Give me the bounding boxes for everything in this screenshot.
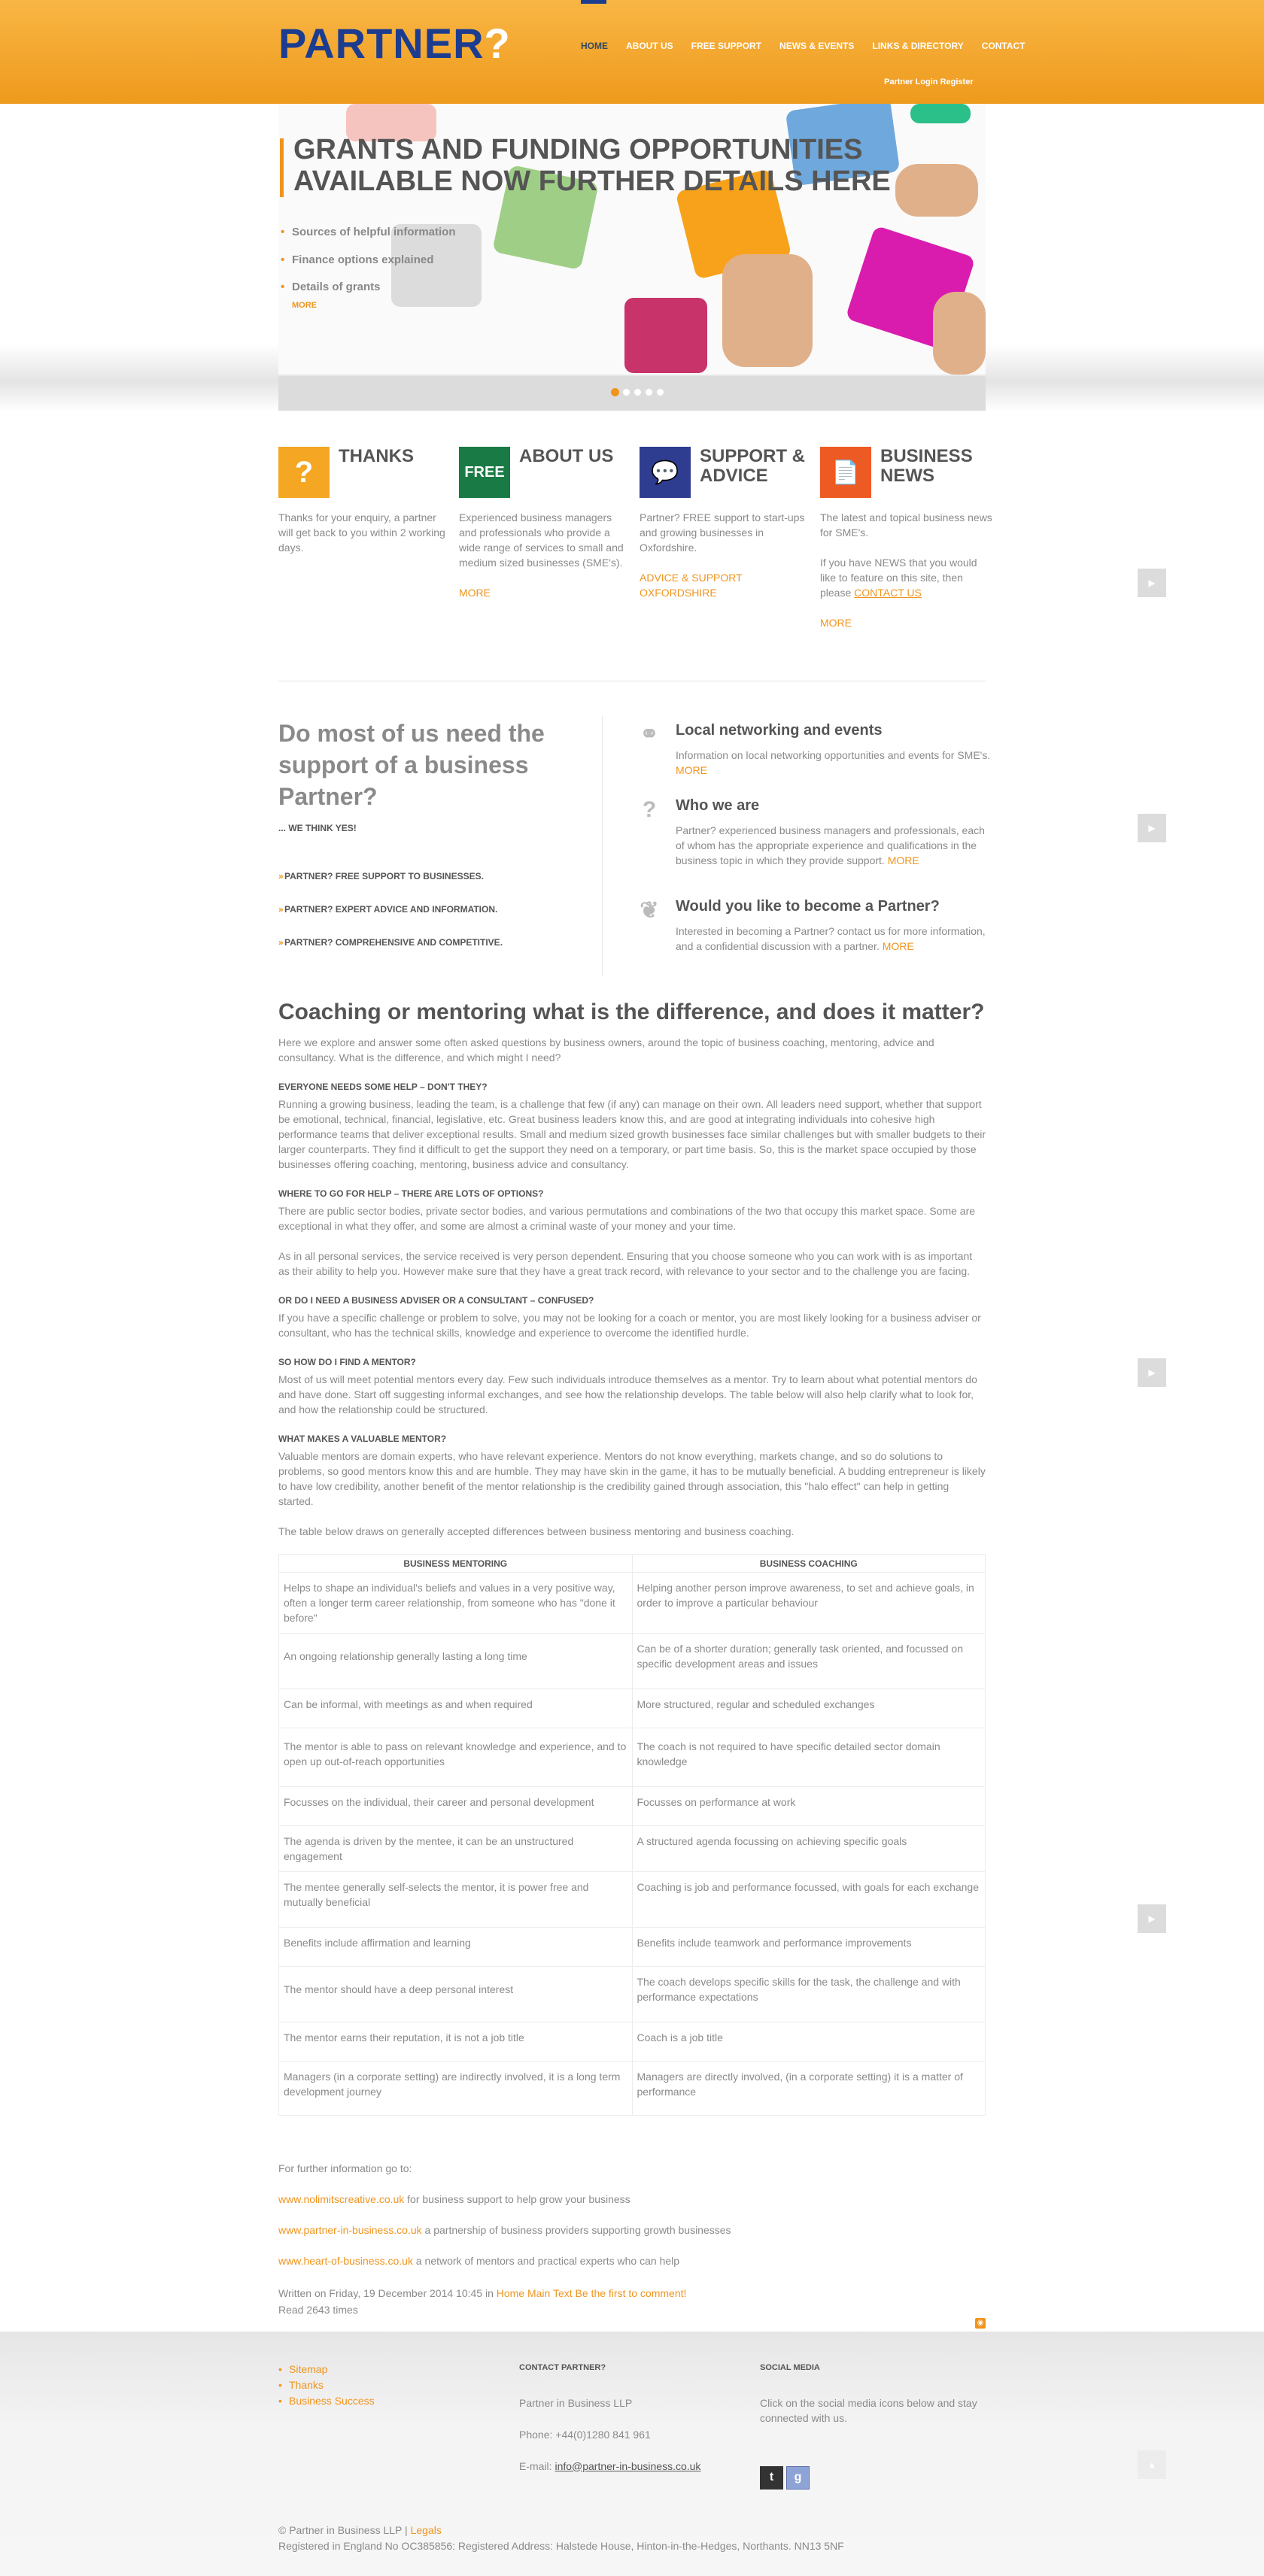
table-row [279, 1689, 986, 1728]
site-logo[interactable]: PARTNER? [278, 20, 511, 67]
nav-active-indicator [581, 0, 606, 4]
table-cell: The mentor is able to pass on relevant knowledge and experience, and to open up out-of-reach opportunities [279, 1728, 633, 1787]
table-row [279, 1967, 986, 2022]
info-more-link[interactable]: MORE [676, 764, 707, 776]
slide-title[interactable]: GRANTS AND FUNDING OPPORTUNITIES AVAILABLE NOW FURTHER DETAILS HERE [293, 134, 891, 197]
article-section-heading: SO HOW DO I FIND A MENTOR? [278, 1357, 416, 1367]
table-cell: Helps to shape an individual's beliefs and values in a very positive way, often a longer term career relationship, from someone who has "done it before" [279, 1573, 633, 1634]
table-cell: Benefits include teamwork and performance improvements [632, 1928, 986, 1967]
footer-link-thanks[interactable]: • Thanks [278, 2377, 375, 2393]
table-cell: Focusses on the individual, their career and personal development [279, 1787, 633, 1826]
article-paragraph: Valuable mentors are domain experts, who have relevant experience. Mentors do not know everything, markets change, and so do solutions to problems, so good mentors know this and are humble. They may have skin in the game, it has to be mutually beneficial. A budding entrepreneur is likely to have low credibility, another benefit of the mentor relationship is the credibility gained through association, this "halo effect" can help in getting started. [278, 1450, 986, 1507]
table-cell: The agenda is driven by the mentee, it can be an unstructured engagement [279, 1826, 633, 1872]
nav-contact[interactable]: CONTACT [981, 41, 1025, 51]
table-row [279, 2022, 986, 2062]
article-section-heading: OR DO I NEED A BUSINESS ADVISER OR A CONSULTANT – CONFUSED? [278, 1295, 594, 1306]
table-cell: The mentor should have a deep personal interest [279, 1967, 633, 2022]
partner-point: » PARTNER? FREE SUPPORT TO BUSINESSES. [278, 869, 503, 883]
leaf-icon: ❦ [640, 898, 659, 923]
article-meta: Written on Friday, 19 December 2014 10:45 in Home Main Text Be the first to comment! Read 2643 times [278, 2285, 686, 2318]
article-section-heading: EVERYONE NEEDS SOME HELP – DON'T THEY? [278, 1082, 488, 1092]
table-row [279, 1872, 986, 1928]
slide-bullet: • Details of grants [281, 279, 456, 296]
nav-free-support[interactable]: FREE SUPPORT [691, 41, 762, 51]
article-intro: Here we explore and answer some often asked questions by business owners, around the topic of business coaching, mentoring, advice and consultancy. What is the difference, and which might I need? [278, 1036, 934, 1063]
link-icon: ⚭ [640, 722, 659, 747]
table-cell: Can be informal, with meetings as and when required [279, 1689, 633, 1728]
footer-email-link[interactable]: info@partner-in-business.co.uk [555, 2459, 701, 2472]
support-question-heading: Do most of us need the support of a business Partner? [278, 720, 545, 810]
table-cell: The mentee generally self-selects the mentor, it is power free and mutually beneficial [279, 1872, 633, 1928]
article-paragraph: Most of us will meet potential mentors every day. Few such individuals introduce themselves as a mentor. Try to learn about what potential mentors do and have done. Start off suggesting informal exchanges, and see how the relationship develops. The table below will also help clarify what to look for, and how the relationship could be structured. [278, 1373, 977, 1415]
table-header: BUSINESS COACHING [632, 1555, 986, 1573]
table-cell: A structured agenda focussing on achieving specific goals [632, 1826, 986, 1872]
rss-icon[interactable]: ◉ [975, 2318, 986, 2329]
table-cell: Helping another person improve awareness, to set and achieve goals, in order to improve a particular behaviour [632, 1573, 986, 1634]
google-plus-icon[interactable]: g [786, 2466, 810, 2490]
comment-link[interactable]: Be the first to comment! [575, 2287, 687, 2299]
footer-link-business-success[interactable]: • Business Success [278, 2393, 375, 2409]
feature-text: Experienced business managers and professionals who provide a wide range of services to small and medium sized businesses (SME's). [459, 511, 624, 569]
slider-dot-1[interactable] [611, 388, 619, 396]
info-title[interactable]: Who we are [676, 797, 760, 814]
table-cell: Managers are directly involved, (in a corporate setting) it is a matter of performance [632, 2062, 986, 2116]
info-text: Information on local networking opportunities and events for SME's. [676, 749, 991, 761]
article-title: Coaching or mentoring what is the difference, and does it matter? [278, 1000, 985, 1024]
footer-social-text: Click on the social media icons below and stay connected with us. [760, 2396, 977, 2424]
info-more-link[interactable]: MORE [882, 940, 914, 952]
external-link[interactable]: www.nolimitscreative.co.uk [278, 2193, 405, 2205]
slider-dot-2[interactable] [622, 388, 630, 396]
nav-about-us[interactable]: ABOUT US [626, 41, 673, 51]
table-cell: Coach is a job title [632, 2022, 986, 2062]
puzzle-piece-teal [910, 104, 971, 123]
document-icon: 📄 [820, 447, 871, 498]
registered-address: Registered in England No OC385856: Registered Address: Halstede House, Hinton-in-the-Hedges, Northants. NN13 5NF [278, 2540, 844, 2552]
slide-bullet: • Sources of helpful information [281, 224, 456, 241]
table-cell: Benefits include affirmation and learning [279, 1928, 633, 1967]
info-title[interactable]: Would you like to become a Partner? [676, 898, 940, 915]
feature-text: The latest and topical business news for SME's. [820, 511, 992, 539]
main-nav [581, 39, 1025, 53]
footer-links [278, 2362, 375, 2409]
puzzle-piece-crimson [624, 298, 707, 373]
nav-news-events[interactable]: NEWS & EVENTS [779, 41, 855, 51]
partner-point: » PARTNER? EXPERT ADVICE AND INFORMATION. [278, 903, 503, 916]
table-row [279, 1728, 986, 1787]
slider-dot-5[interactable] [656, 388, 664, 396]
feature-title: SUPPORT & ADVICE [700, 446, 806, 486]
table-cell: Can be of a shorter duration; generally task oriented, and focussed on specific development areas and issues [632, 1634, 986, 1689]
info-more-link[interactable]: MORE [887, 854, 919, 866]
footer-company: Partner in Business LLP [519, 2396, 633, 2409]
table-row [279, 2062, 986, 2116]
category-link[interactable]: Home Main Text [496, 2287, 573, 2299]
table-row [279, 1573, 986, 1634]
footer-heading: SOCIAL MEDIA [760, 2363, 820, 2372]
slide-more-link[interactable]: MORE [292, 301, 317, 310]
info-text: Interested in becoming a Partner? contact us for more information, and a confidential discussion with a partner. [676, 925, 986, 952]
feature-more-link[interactable]: MORE [459, 587, 491, 599]
info-text: Partner? experienced business managers and professionals, each of whom has the appropriate experience and qualifications in the business topic in which they provide support. [676, 824, 985, 866]
table-row [279, 1787, 986, 1826]
mentoring-coaching-table [278, 1554, 986, 2116]
nav-home[interactable]: HOME [581, 41, 608, 51]
feature-text: Partner? FREE support to start-ups and growing businesses in Oxfordshire. [640, 511, 805, 554]
free-badge-icon: FREE [459, 447, 510, 498]
read-count: Read 2643 times [278, 2304, 358, 2316]
advice-support-link[interactable]: ADVICE & SUPPORT OXFORDSHIRE [640, 572, 743, 599]
table-cell: The coach is not required to have specific detailed sector domain knowledge [632, 1728, 986, 1787]
table-header: BUSINESS MENTORING [279, 1555, 633, 1573]
next-arrow-icon[interactable]: ▶ [1138, 569, 1166, 597]
table-cell: The coach develops specific skills for the task, the challenge and with performance expectations [632, 1967, 986, 2022]
slider-dot-3[interactable] [634, 388, 642, 396]
article-paragraph: The table below draws on generally accepted differences between business mentoring and business coaching. [278, 1525, 795, 1537]
further-intro: For further information go to: [278, 2162, 412, 2174]
feature-text: Thanks for your enquiry, a partner will get back to you within 2 working days. [278, 511, 445, 554]
slide-bullet: • Finance options explained [281, 252, 456, 269]
hand-image [933, 292, 986, 375]
slide-title-accent [280, 138, 284, 197]
slider-pagination [611, 388, 664, 396]
twitter-icon[interactable]: t [760, 2466, 783, 2490]
feature-title: BUSINESS NEWS [880, 446, 973, 486]
partner-point: » PARTNER? COMPREHENSIVE AND COMPETITIVE. [278, 936, 503, 949]
external-link[interactable]: www.partner-in-business.co.uk [278, 2224, 422, 2236]
scroll-top-icon[interactable]: ▲ [1138, 2450, 1166, 2479]
contact-us-link[interactable]: CONTACT US [854, 587, 922, 599]
article-paragraph: If you have a specific challenge or problem to solve, you may not be looking for a coach or mentor, you are most likely looking for a business adviser or consultant, who has the technical skills, knowledge and experience to overcome the identified hurdle. [278, 1312, 981, 1339]
register-link[interactable]: Register [940, 77, 974, 86]
copyright: © Partner in Business LLP | Legals Registered in England No OC385856: Registered Address: Halstede House, Hinton-in-the-Hedges, Northants. NN13 5NF [278, 2523, 844, 2554]
chat-bubble-icon: 💬 [640, 447, 691, 498]
nav-links-directory[interactable]: LINKS & DIRECTORY [872, 41, 964, 51]
hand-image [722, 254, 813, 367]
table-row [279, 1826, 986, 1872]
footer-heading: CONTACT PARTNER? [519, 2363, 606, 2372]
partner-points [278, 869, 503, 969]
article [278, 997, 986, 2116]
table-cell: More structured, regular and scheduled exchanges [632, 1689, 986, 1728]
legals-link[interactable]: Legals [410, 2524, 442, 2536]
slider-dot-4[interactable] [645, 388, 653, 396]
footer-social [760, 2362, 986, 2490]
external-link[interactable]: www.heart-of-business.co.uk [278, 2255, 413, 2267]
question-mark-icon: ? [642, 797, 657, 822]
article-section-heading: WHAT MAKES A VALUABLE MENTOR? [278, 1434, 447, 1444]
table-cell: Coaching is job and performance focussed, with goals for each exchange [632, 1872, 986, 1928]
column-divider [602, 716, 603, 976]
feature-title: ABOUT US [519, 446, 614, 466]
table-row [279, 1634, 986, 1689]
info-title[interactable]: Local networking and events [676, 722, 883, 739]
article-paragraph: As in all personal services, the service received is very person dependent. Ensuring that you choose someone who you can work with is as important as their ability to help you. However make sure that they have a great track record, with relevance to your sector and to the challenge you are facing. [278, 1250, 973, 1277]
article-paragraph: Running a growing business, leading the team, is a challenge that few (if any) can manage on their own. All leaders need support, whether that support be emotional, technical, financial, legislative, etc. Great business leaders know this, and are good at integrating individuals into cohesive high performance teams that deliver exceptional results. Small and medium sized growth businesses face similar challenges but with smaller budgets to their larger counterparts. They find it difficult to get the support they need on a temporary, or part time basis. So, this is the market space occupied by those businesses offering coaching, mentoring, business advice and consultancy. [278, 1098, 986, 1170]
footer-link-sitemap[interactable]: • Sitemap [278, 2362, 375, 2377]
next-arrow-icon[interactable]: ▶ [1138, 1358, 1166, 1387]
footer-contact: CONTACT PARTNER? Partner in Business LLP Phone: +44(0)1280 841 961 E-mail: info@partner-in-business.co.uk [519, 2362, 745, 2490]
further-information: For further information go to: www.nolimitscreative.co.uk for business support to help grow your business www.partner-in-business.co.uk a partnership of business providers supporting growth businesses www.heart-of-business.co.uk a network of mentors and practical experts who can help [278, 2161, 986, 2284]
feature-title: THANKS [339, 446, 414, 466]
article-paragraph: There are public sector bodies, private sector bodies, and various permutations and combinations of the two that occupy this market space. Some are exceptional in what they offer, and some are almost a criminal waste of your money and your time. [278, 1205, 976, 1232]
next-arrow-icon[interactable]: ▶ [1138, 814, 1166, 842]
article-section-heading: WHERE TO GO FOR HELP – THERE ARE LOTS OF OPTIONS? [278, 1188, 544, 1199]
partner-login-link[interactable]: Partner Login [884, 77, 938, 86]
slide-bullets [281, 224, 456, 307]
feature-text: If you have NEWS that you would like to feature on this site, then please [820, 557, 977, 599]
next-arrow-icon[interactable]: ▶ [1138, 1904, 1166, 1933]
table-cell: The mentor earns their reputation, it is not a job title [279, 2022, 633, 2062]
table-cell: An ongoing relationship generally lasting a long time [279, 1634, 633, 1689]
question-icon: ? [278, 447, 330, 498]
table-cell: Focusses on performance at work [632, 1787, 986, 1826]
support-answer: ... WE THINK YES! [278, 823, 357, 833]
feature-more-link[interactable]: MORE [820, 617, 852, 629]
table-cell: Managers (in a corporate setting) are indirectly involved, it is a long term development journey [279, 2062, 633, 2116]
footer-phone: Phone: +44(0)1280 841 961 [519, 2428, 651, 2441]
login-register-links [884, 76, 974, 89]
table-row [279, 1928, 986, 1967]
